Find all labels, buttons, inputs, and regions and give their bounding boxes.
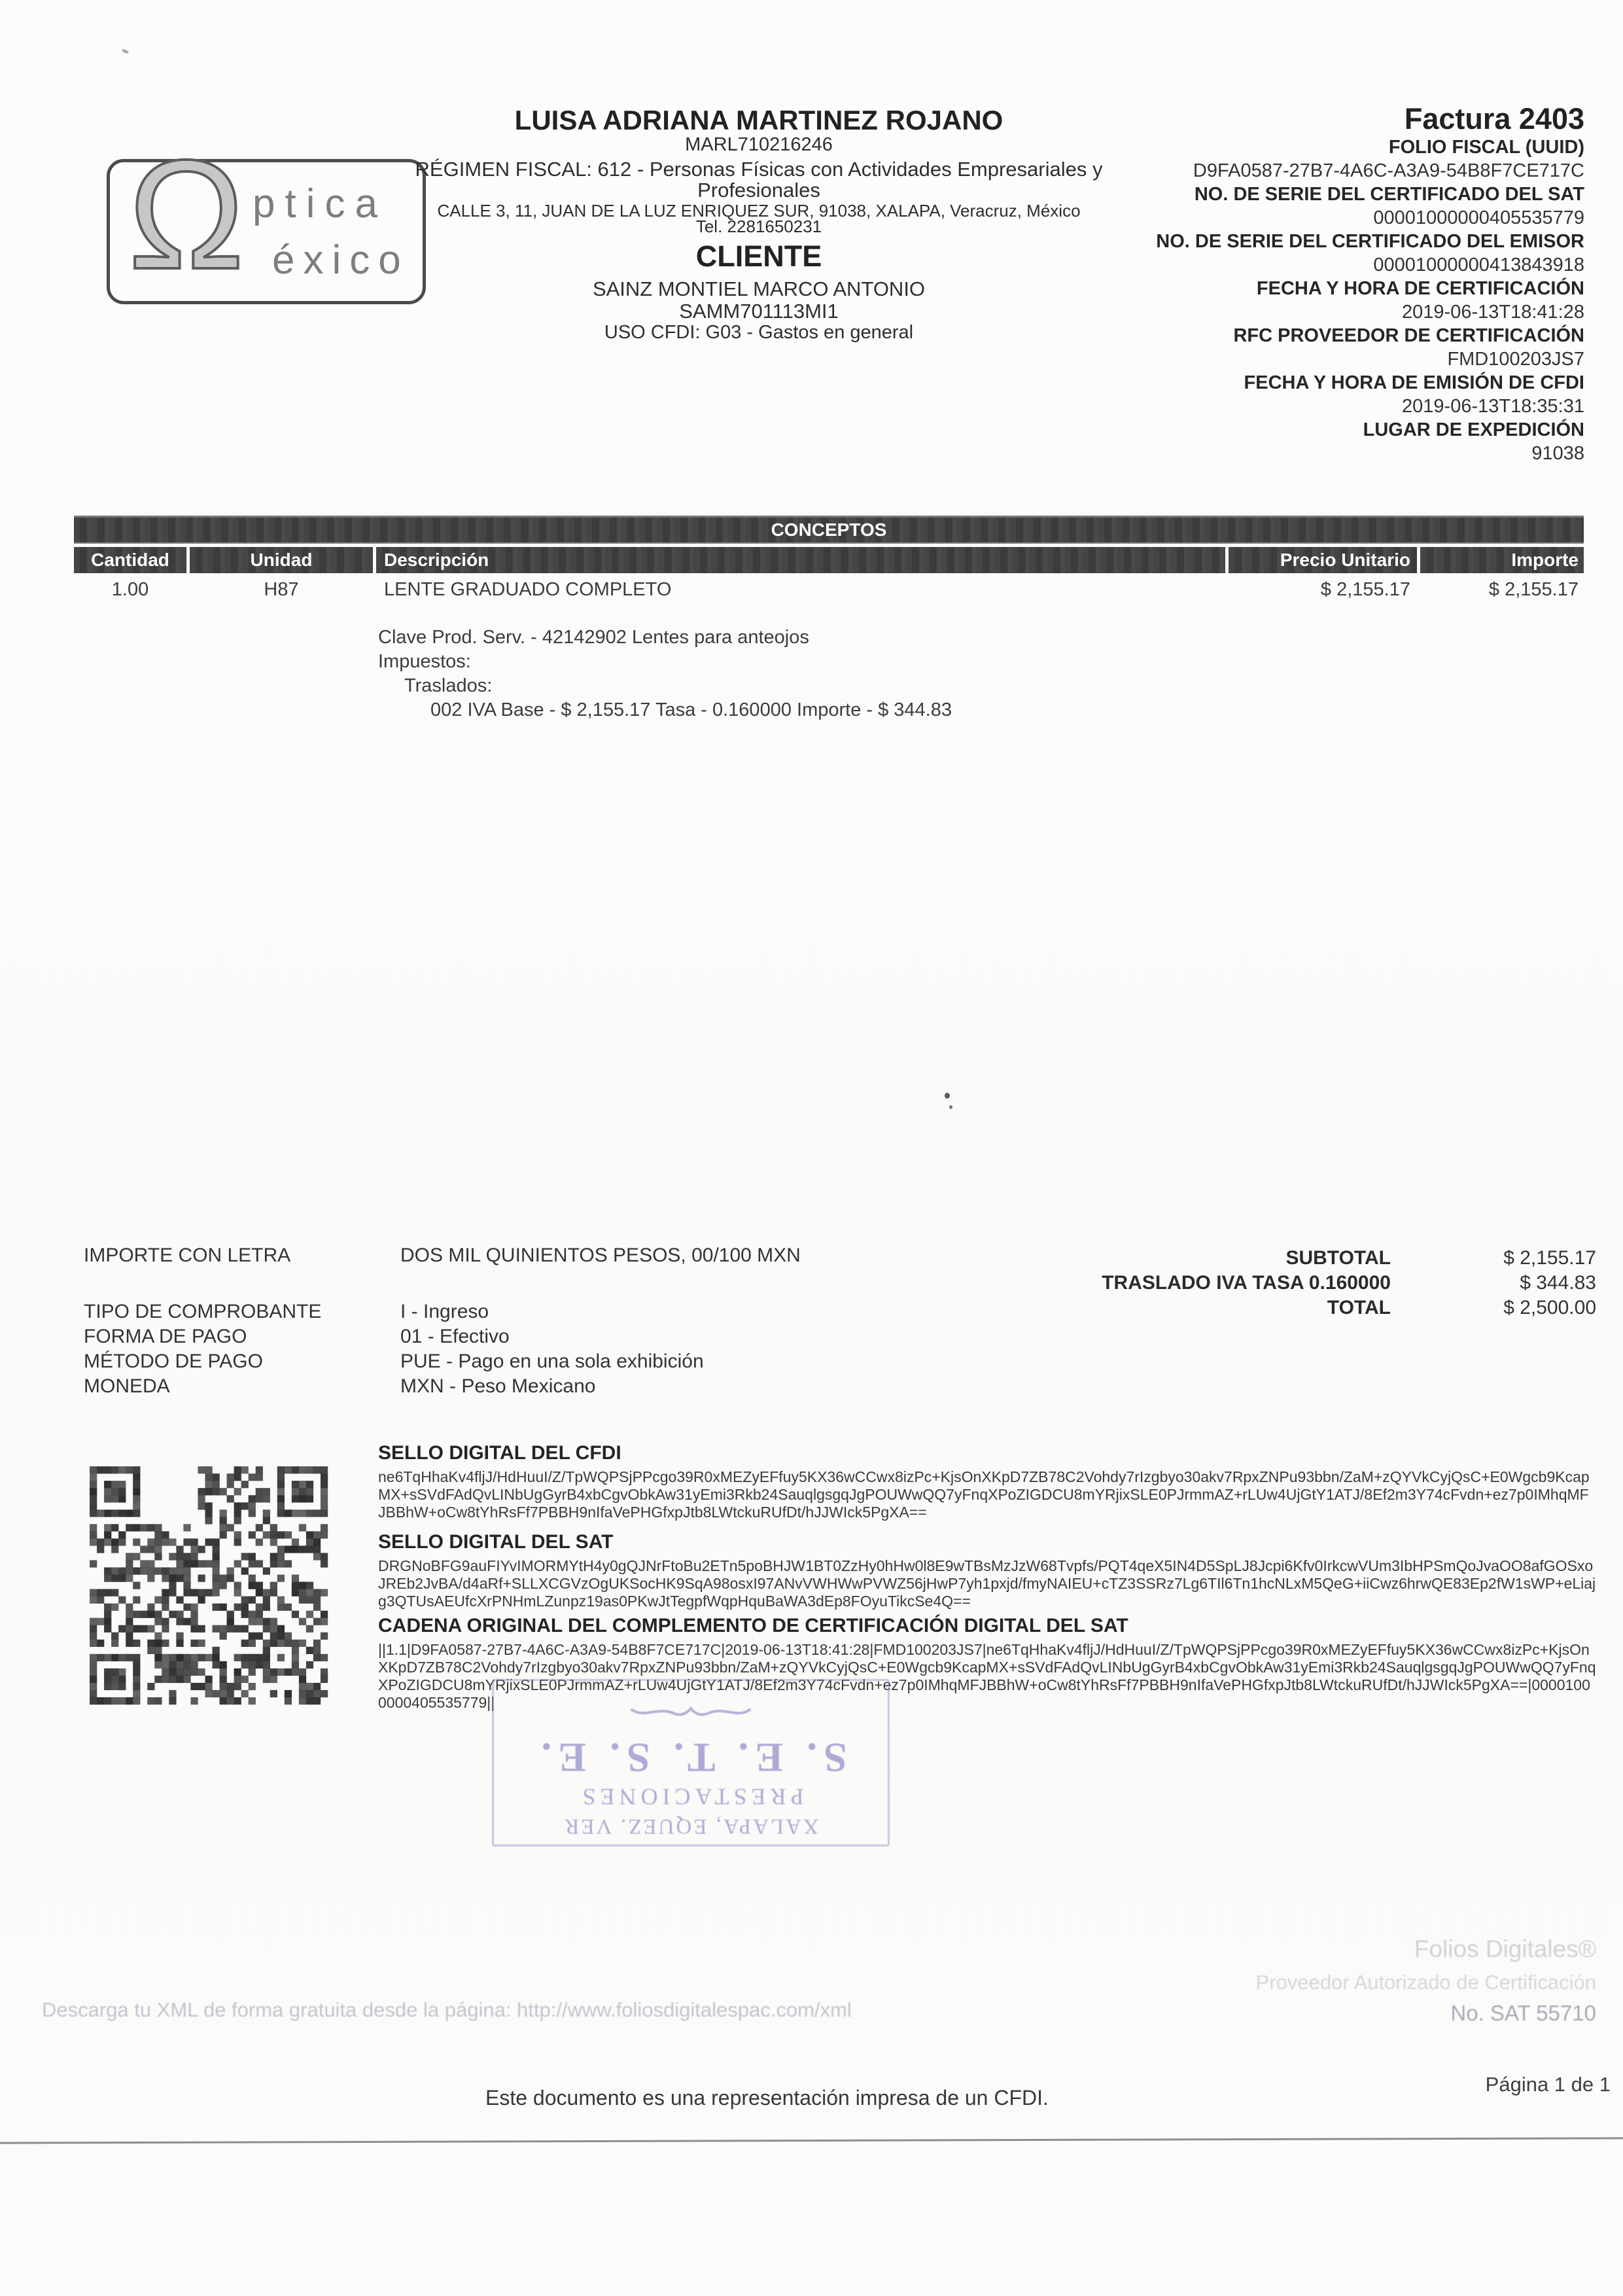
cadena-original-value: ||1.1|D9FA0587-27B7-4A6C-A3A9-54B8F7CE717C|2019-06-13T18:41:28|FMD100203JS7|ne6TqHhaKv4fljJ/HdHuuI/Z/TpWQPSjPPcgo39R0xMEZyEFfuy5KX36wCCwx8izPc+KjsOnXKpD7ZB78C2Vohdy7rIzgbyo30akv7RpxZNPu93bbn/ZaM+zQYVkCyjQsC+E0Wgcb9KcapMX+sSVdFAdQvLINbUgGyrB4xbCgvObkAw31yEmi3Rkb24SauqlgsgqJgPOUWwQQ7yFnqXPoZIGDCU8mYRjixSLE0PJrmmAZ+rLUw4UjGtY1ATJ/8Ef2m3Y74cFvdn+ez7p0IMhqMFJBBhW+oCw8tYhRsFf7PBBH9nIfaVePHGfxpJtb8LWtckuRUfDt/hJJWIck5PgXA==|00001000000405535779|| <box>378 1641 1596 1711</box>
cell-importe: $ 2,155.17 <box>1488 579 1579 600</box>
column-importe: Importe <box>1420 547 1584 573</box>
cell-unidad: H87 <box>264 579 299 600</box>
concept-details <box>378 626 1584 722</box>
emitter-name: LUISA ADRIANA MARTINEZ ROJANO <box>514 105 1003 135</box>
detail-impuestos: Impuestos: <box>378 651 471 672</box>
column-cantidad: Cantidad <box>74 547 186 573</box>
scan-artifact <box>949 1105 952 1109</box>
field-value: 00001000000405535779 <box>1373 207 1584 228</box>
concepts-table <box>74 516 1584 722</box>
field-label: RFC PROVEEDOR DE CERTIFICACIÓN <box>1233 325 1584 346</box>
summary-value: MXN - Peso Mexicano <box>400 1375 596 1397</box>
iva-value: $ 344.83 <box>1520 1272 1596 1294</box>
client-uso-cfdi: USO CFDI: G03 - Gastos en general <box>604 322 914 343</box>
subtotal-label: SUBTOTAL <box>1285 1247 1391 1269</box>
subtotal-value: $ 2,155.17 <box>1503 1247 1596 1269</box>
scan-edge-line <box>0 2137 1623 2144</box>
importe-letra-value: DOS MIL QUINIENTOS PESOS, 00/100 MXN <box>400 1245 801 1266</box>
column-unidad: Unidad <box>190 547 373 573</box>
importe-letra-label: IMPORTE CON LETRA <box>84 1245 291 1266</box>
iva-label: TRASLADO IVA TASA 0.160000 <box>1102 1272 1391 1294</box>
summary-label: TIPO DE COMPROBANTE <box>84 1301 322 1322</box>
stamp-city: XALAPA, EQUEZ. VER <box>563 1814 819 1838</box>
cell-cantidad: 1.00 <box>111 579 149 600</box>
field-label: FECHA Y HORA DE EMISIÓN DE CFDI <box>1244 372 1584 393</box>
summary-label: MÉTODO DE PAGO <box>84 1351 263 1372</box>
summary-value: PUE - Pago en una sola exhibición <box>400 1351 704 1372</box>
emitter-block <box>393 0 1125 406</box>
field-value: D9FA0587-27B7-4A6C-A3A9-54B8F7CE717C <box>1193 160 1584 181</box>
detail-clave: Clave Prod. Serv. - 42142902 Lentes para anteojos <box>378 627 809 648</box>
column-precio-unitario: Precio Unitario <box>1229 547 1417 573</box>
concepts-columns <box>74 547 1584 573</box>
stamp-org: S. E. T. S. E. <box>534 1735 847 1781</box>
field-value: 2019-06-13T18:35:31 <box>1402 396 1584 417</box>
field-value: 00001000000413843918 <box>1373 255 1584 275</box>
xml-download-note: Descarga tu XML de forma gratuita desde la página: http://www.foliosdigitalespac.com/xml <box>42 1998 852 2021</box>
sello-cfdi-value: ne6TqHhaKv4fljJ/HdHuuI/Z/TpWQPSjPPcgo39R0xMEZyEFfuy5KX36wCCwx8izPc+KjsOnXKpD7ZB78C2Vohdy7rIzgbyo30akv7RpxZNPu93bbn/ZaM+zQYVkCyjQsC+E0Wgcb9KcapMX+sSVdFAdQvLINbUgGyrB4xbCgvObkAw31yEmi3Rkb24SauqlgsgqJgPOUWwQQ7yFnqXPoZIGDCU8mYRjixSLE0PJrmmAZ+rLUw4UjGtY1ATJ/8Ef2m3Y74cFvdn+ez7p0IMhqMFJBBhW+oCw8tYhRsFf7PBBH9nIfaVePHGfxpJtb8LWtckuRUfDt/hJJWIck5PgXA== <box>378 1468 1590 1521</box>
pac-role: Proveedor Autorizado de Certificación <box>1255 1971 1596 1994</box>
logo-word-mexico: éxico <box>272 238 410 283</box>
column-descripcion: Descripción <box>376 547 1225 573</box>
page-indicator: Página 1 de 1 <box>1485 2073 1611 2096</box>
total-value: $ 2,500.00 <box>1503 1297 1596 1318</box>
field-label: FECHA Y HORA DE CERTIFICACIÓN <box>1256 278 1584 299</box>
client-title: CLIENTE <box>695 239 822 273</box>
emitter-rfc: MARL710216246 <box>685 134 833 155</box>
emitter-phone: Tel. 2281650231 <box>695 217 822 236</box>
stamp-line2: PRESTACIONES <box>578 1784 804 1810</box>
sello-sat-value: DRGNoBFG9auFIYvIMORMYtH4y0gQJNrFtoBu2ETn5poBHJW1BT0ZzHy0hHw0l8E9wTBsMzJzW68Tvpfs/PQT4qeX5IN4D5SpLJ8Jcpi6Kfv0IrkcwVUm3IbHPSmQoJvaOO8afGOSxoJREb2JvBA/d4aRf+SLLXCGVzOgUKSocHK9SqA98osxI97ANvVWHWwPVWZ56jHwP7yh1pxjd/fmyNAIEU+cTZ3SSRz7Lg6TIl6Tn1hcNLxM5QeG+iiCwz6hrwQE83Ep2fW1sWP+eLiajg3QTUsAEUfcXrPNHmLZunpz19as0PKwJtTegpfWqpHquBaWA3dEp8FOyuTikcSe4Q== <box>378 1557 1596 1610</box>
sello-cfdi-title: SELLO DIGITAL DEL CFDI <box>378 1442 621 1464</box>
qr-code <box>82 1459 335 1712</box>
summary-label: MONEDA <box>84 1375 170 1397</box>
detail-iva: 002 IVA Base - $ 2,155.17 Tasa - 0.160000 Importe - $ 344.83 <box>430 699 952 720</box>
stamp-flourish-icon <box>494 1700 888 1720</box>
concepts-header: CONCEPTOS <box>74 516 1584 544</box>
summary-value: I - Ingreso <box>400 1301 489 1322</box>
table-row <box>74 579 1584 601</box>
field-value: FMD100203JS7 <box>1447 349 1584 370</box>
client-name: SAINZ MONTIEL MARCO ANTONIO <box>592 277 926 300</box>
cell-descripcion: LENTE GRADUADO COMPLETO <box>384 579 672 600</box>
total-label: TOTAL <box>1327 1297 1391 1318</box>
cadena-original-title: CADENA ORIGINAL DEL COMPLEMENTO DE CERTIFICACIÓN DIGITAL DEL SAT <box>378 1615 1128 1636</box>
field-value: 91038 <box>1531 443 1584 464</box>
summary-value: 01 - Efectivo <box>400 1326 510 1347</box>
logo-word-optica: ptica <box>253 181 387 226</box>
pac-sat-number: No. SAT 55710 <box>1450 2001 1596 2025</box>
emitter-regimen-line1: RÉGIMEN FISCAL: 612 - Personas Físicas con Actividades Empresariales y <box>415 158 1103 181</box>
cfdi-legend: Este documento es una representación impresa de un CFDI. <box>485 2086 1049 2110</box>
field-label: NO. DE SERIE DEL CERTIFICADO DEL SAT <box>1194 184 1584 205</box>
omega-glyph-icon: Ω <box>128 128 245 302</box>
field-label: LUGAR DE EXPEDICIÓN <box>1363 419 1584 440</box>
scan-artifact <box>945 1093 950 1099</box>
scan-artifact <box>121 48 129 54</box>
emitter-regimen-line2: Profesionales <box>697 179 820 202</box>
field-value: 2019-06-13T18:41:28 <box>1402 302 1584 323</box>
detail-traslados: Traslados: <box>404 675 493 696</box>
summary-label: FORMA DE PAGO <box>84 1326 247 1347</box>
client-rfc: SAMM701113MI1 <box>679 300 839 323</box>
rubber-stamp <box>492 1679 890 1846</box>
optica-mexico-logo <box>107 128 426 304</box>
field-label: FOLIO FISCAL (UUID) <box>1388 137 1584 158</box>
sello-sat-title: SELLO DIGITAL DEL SAT <box>378 1531 614 1553</box>
cell-precio-unitario: $ 2,155.17 <box>1320 579 1410 600</box>
invoice-title: Factura 2403 <box>1404 102 1584 135</box>
invoice-meta-block <box>1021 0 1584 497</box>
pac-name: Folios Digitales® <box>1414 1935 1596 1962</box>
emitter-address: CALLE 3, 11, JUAN DE LA LUZ ENRIQUEZ SUR, 91038, XALAPA, Veracruz, México <box>437 201 1081 221</box>
field-label: NO. DE SERIE DEL CERTIFICADO DEL EMISOR <box>1156 231 1584 252</box>
